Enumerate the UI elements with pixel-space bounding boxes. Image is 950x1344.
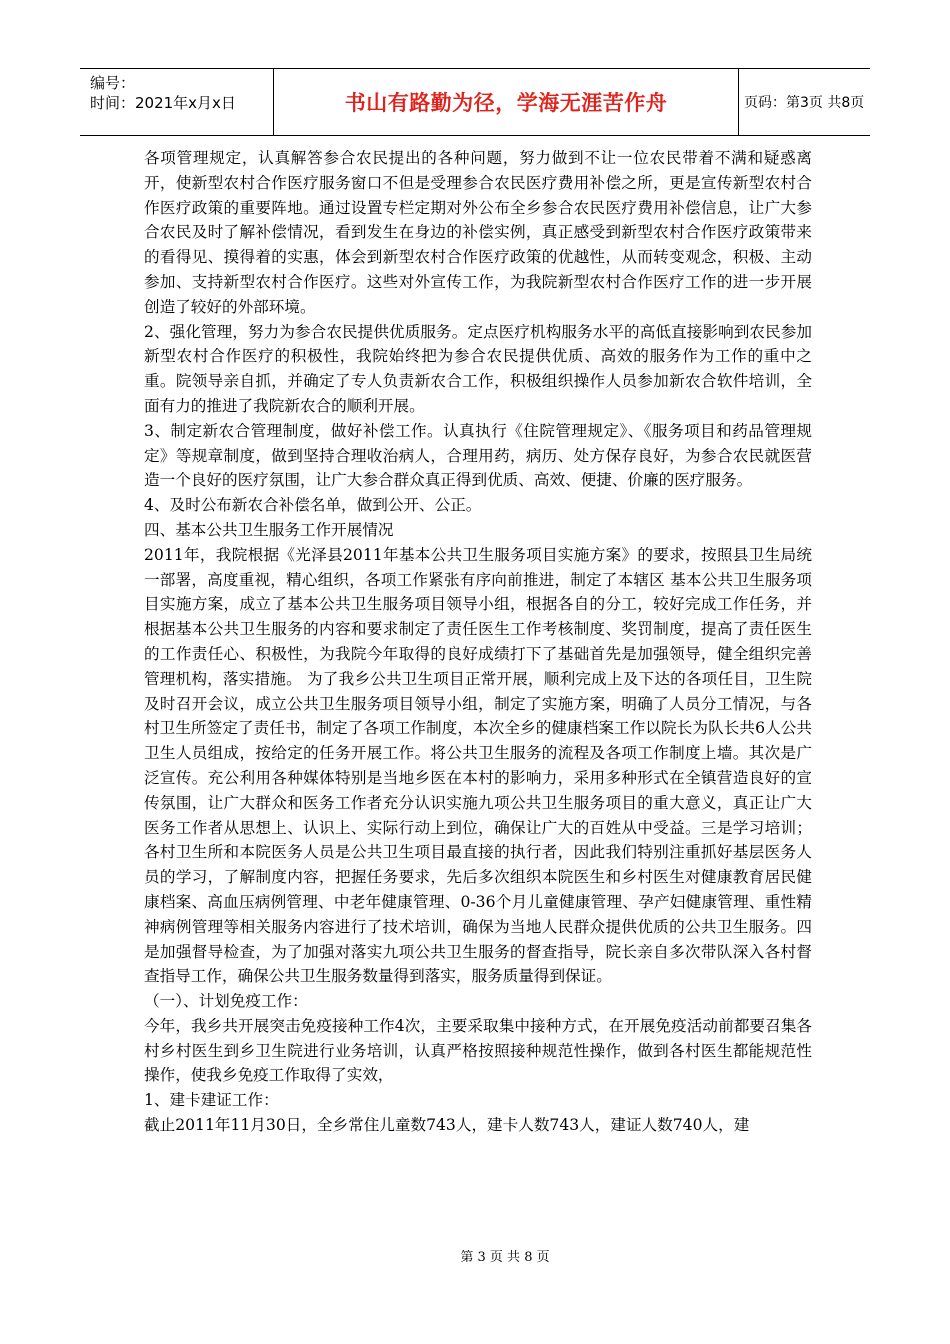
subsection-heading: 1、建卡建证工作： — [144, 1091, 279, 1110]
paragraph: 2、强化管理，努力为参合农民提供优质服务。定点医疗机构服务水平的高低直接影响到农民参加新型农村合作医疗的积极性，我院始终把为参合农民提供优质、高效的服务作为工作的重中之重。院领导亲自抓，并确定了专人负责新农合工作，积极组织操作人员参加新农合软件培训，全面有力的推进了我院新农合的顺利开展。 — [144, 322, 812, 415]
section-heading: 四、基本公共卫生服务工作开展情况 — [144, 520, 394, 539]
document-number-label: 编号： — [90, 74, 136, 92]
header-meta — [80, 69, 274, 135]
paragraph: 各项管理规定，认真解答参合农民提出的各种问题，努力做到不让一位农民带着不满和疑惑离开，使新型农村合作医疗服务窗口不但是受理参合农民医疗费用补偿之所，更是宣传新型农村合作医疗政策的重要阵地。通过设置专栏定期对外公布全乡参合农民医疗费用补偿信息，让广大参合农民及时了解补偿情况，看到发生在身边的补偿实例，真正感受到新型农村合作医疗政策带来的看得见、摸得着的实惠，体会到新型农村合作医疗政策的优越性，从而转变观念，积极、主动参加、支持新型农村合作医疗。这些对外宣传工作，为我院新型农村合作医疗工作的进一步开展创造了较好的外部环境。 — [144, 149, 812, 316]
document-time-label: 时间：2021年x月x日 — [90, 94, 236, 112]
paragraph: 4、及时公布新农合补偿名单，做到公开、公正。 — [144, 496, 482, 515]
header-page-info: 页码：第3页 共8页 — [744, 95, 865, 111]
paragraph: 3、制定新农合管理制度，做好补偿工作。认真执行《住院管理规定》、《服务项目和药品管理规定》等规章制度，做到坚持合理收治病人，合理用药，病历、处方保存良好，为参合农民就医营造一个良好的医疗氛围，让广大参合群众真正得到优质、高效、便捷、价廉的医疗服务。 — [144, 421, 812, 490]
subsection-heading: （一）、计划免疫工作： — [144, 992, 308, 1011]
paragraph: 截止2011年11月30日，全乡常住儿童数743人，建卡人数743人，建证人数740人，建 — [144, 1116, 750, 1135]
paragraph: 今年，我乡共开展突击免疫接种工作4次，主要采取集中接种方式，在开展免疫活动前都要召集各村乡村医生到乡卫生院进行业务培训，认真严格按照接种规范性操作，做到各村医生都能规范性操作，使我乡免疫工作取得了实效， — [144, 1016, 812, 1085]
page-header — [80, 68, 870, 136]
header-motto: 书山有路勤为径，学海无涯苦作舟 — [274, 69, 739, 135]
page-footer: 第 3 页 共 8 页 — [460, 1250, 550, 1265]
document-body — [144, 146, 812, 1138]
paragraph: 2011年，我院根据《光泽县2011年基本公共卫生服务项目实施方案》的要求，按照县卫生局统一部署，高度重视，精心组织，各项工作紧张有序向前推进，制定了本辖区 基本公共卫生服务项目实施方案，成立了基本公共卫生服务项目领导小组，根据各自的分工，较好完成工作任务，并根据基本公共卫生服务的内容和要求制定了责任医生工作考核制度、奖罚制度，提高了责任医生的工作责任心、积极性，为我院今年取得的良好成绩打下了基础首先是加强领导，健全组织完善管理机构，落实措施。 为了我乡公共卫生项目正常开展，顺利完成上及下达的各项任目，卫生院及时召开会议，成立公共卫生服务项目领导小组，制定了实施方案，明确了人员分工情况，与各村卫生所签定了责任书，制定了各项工作制度，本次全乡的健康档案工作以院长为队长共6人公共卫生人员组成，按给定的任务开展工作。将公共卫生服务的流程及各项工作制度上墙。其次是广泛宣传。充公利用各种媒体特别是当地乡医在本村的影响力，采用多种形式在全镇营造良好的宣传氛围，让广大群众和医务工作者充分认识实施九项公共卫生服务项目的重大意义，真正让广大医务工作者从思想上、认识上、实际行动上到位，确保让广大的百姓从中受益。三是学习培训；各村卫生所和本院医务人员是公共卫生项目最直接的执行者，因此我们特别注重抓好基层医务人员的学习，了解制度内容，把握任务要求，先后多次组织本院医生和乡村医生对健康教育居民健康档案、高血压病例管理、中老年健康管理、0-36个月儿童健康管理、孕产妇健康管理、重性精神病例管理等相关服务内容进行了技术培训，确保为当地人民群众提供优质的公共卫生服务。四是加强督导检查，为了加强对落实九项公共卫生服务的督查指导，院长亲自多次带队深入各村督查指导工作，确保公共卫生服务数量得到落实，服务质量得到保证。 — [144, 545, 812, 986]
